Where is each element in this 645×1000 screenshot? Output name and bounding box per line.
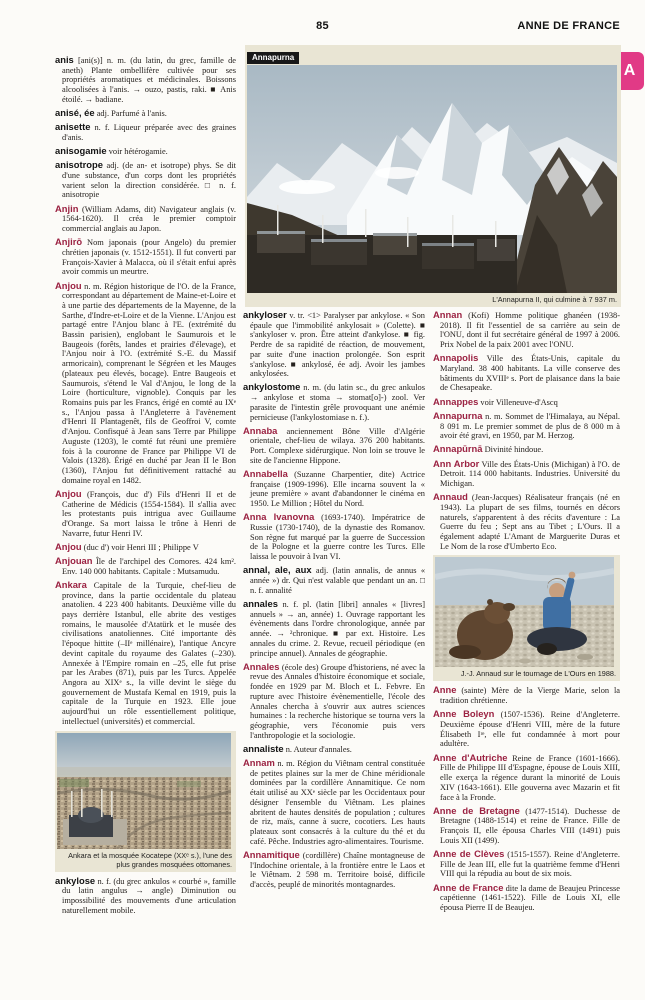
dict-entry: [433, 883, 620, 913]
entry-body: (école des) Groupe d'historiens, né avec la revue des Annales d'histoire économique et sociale, fondée en 1929 par M. Bloch et L. Febvre. En rupture avec l'histoire évènementielle, l'école des Annales chercha à s'ouvrir aux autres sciences humaines : la recherche historique se tourna vers la géographie, vers l'économie puis vers l'anthropologie et la sociologie.: [250, 662, 425, 740]
entry-body: n. f. pl. (latin [libri] annales « [livres] annuels » → an, année) 1. Ouvrage rapportant les évènements dans l'ordre chronologique, année par année. → ²chronique. ■ par ext. Histoire. Les annales du crime. 2. Revue, recueil périodique (en principe annuel). Annales de géographie.: [250, 599, 425, 658]
entry-body: voir hétérogamie.: [106, 147, 168, 157]
entry-body: (1693-1740). Impératrice de Russie (1730-1740), de la dynastie des Romanov. Son règne fut marqué par la guerre de Succession de la Pologne et la guerre contre les Turcs. Elle laissa le pouvoir à Ivan VI.: [250, 513, 425, 562]
dict-entry: [433, 310, 620, 350]
entry-headword: ankylose: [55, 874, 96, 886]
entry-headword: ankyloser: [243, 309, 287, 320]
entry-headword: Anjouan: [55, 555, 93, 567]
annaud-figure: [433, 555, 620, 681]
entry-headword: Annaud: [433, 491, 468, 503]
entry-headword: Annam: [243, 757, 275, 769]
entry-body: (1515-1557). Reine d'Angleterre. Fille de Jean III, elle fut la quatrième femme d'Henri VIII qui la répudia au bout de six mois.: [440, 850, 620, 879]
dict-entry: [55, 489, 236, 539]
entry-body: (François, duc d') Fils d'Henri II et de Catherine de Médicis (1554-1584). Il s'allia avec les protestants puis intrigua avec Guillaume d'Orange. Sa mort laissa le trône à Henri de Navarre, futur Henri IV.: [62, 489, 236, 538]
entry-body: n. Auteur d'annales.: [283, 744, 352, 754]
annaud-photo: [435, 557, 614, 667]
entry-headword: Anjin: [55, 202, 79, 214]
entry-headword: Anjou: [55, 540, 82, 552]
entry-body: voir Villeneuve-d'Ascq: [478, 397, 558, 407]
dict-entry: [243, 512, 425, 562]
entry-headword: Annamitique: [243, 848, 300, 860]
entry-body: (cordillère) Chaîne montagneuse de l'Indochine orientale, à la frontière entre le Laos et le Viêtnam. 2 598 m. Territoire boisé, difficile d'accès, peuplé de minorités montagnardes.: [250, 850, 425, 889]
entry-headword: annal, ale, aux: [243, 564, 312, 576]
ankara-photo: [57, 733, 231, 849]
column-2: [243, 310, 425, 893]
column-1-entries-after: [55, 876, 236, 916]
entry-body: n. m. Région historique de l'O. de la France, correspondant au département de Maine-et-Loire et à une partie des départements de la Mayenne, de la Sarthe, d'Indre-et-Loire et de la Vienne. L'Anjou est partagé entre l'Anjou blanc à l'E. (extrémité du Bassin parisien), englobant le Saumurois et le Baugeois (forêts, landes et prairies d'élevage), et l'Anjou noir à l'O. (extrémité S.-E. du Massif armoricain), comprenant le Ségréen et les Mauges (plateaux peu élevés, bocage). Entre Baugeois et Saumurois, s'étend le Val d'Anjou, le long de la Loire (horticulture, vignoble). Conquis par les Romains puis par les Francs, érigé en comté au IXᵉ s., l'Anjou passa à l'Angleterre à l'avènement d'Henri II Plantagenêt, fils de Geoffroi V, comte d'Anjou. Confisqué à Jean sans Terre par Philippe Auguste (1203), le comté fut réuni une première fois à la couronne de France par Philippe VI de Valois (1328). Érigé en duché par Jean II le Bon (1360), l'Anjou fut définitivement rattaché au domaine royal en 1482.: [62, 281, 236, 485]
entry-headword: Ann Arbor: [433, 457, 480, 469]
entry-headword: Ankara: [55, 578, 87, 590]
entry-body: (Kofi) Homme politique ghanéen (1938-2018). Il fit l'essentiel de sa carrière au sein de l'ONU, dont il fut secrétaire général de 1997 à 2006. Prix Nobel de la paix 2001 avec l'ONU.: [440, 311, 620, 350]
entry-body: n. f. Liqueur préparée avec des graines d'anis.: [62, 123, 236, 142]
annapurna-figure: [245, 45, 621, 307]
dict-entry: [433, 753, 620, 803]
dict-entry: [243, 382, 425, 422]
dict-entry: [55, 556, 236, 576]
entry-body: n. f. (du grec ankulos « courbé », famille du latin angulus → angle) Diminution ou impossibilité des mouvements d'une articulation naturellement mobile.: [62, 876, 236, 915]
entry-body: [ani(s)] n. m. (du latin, du grec, famille de aneth) Plante ombellifère cultivée pour ses propriétés aromatiques et médicinales. Boissons alcoolisées à l'anis. → ouzo, pastis, raki. ■ Anis étoilé. → badiane.: [62, 56, 236, 104]
entry-headword: anis: [55, 54, 74, 65]
dict-entry: [243, 310, 425, 379]
entry-body: n. m. Région du Viêtnam central constituée de petites plaines sur la mer de Chine méridionale dominées par la cordillère Annamitique. Ce nom était utilisé au XXᵉ siècle par les Occidentaux pour désigner l'ensemble du Viêtnam. Les plaines abritent de hautes densités de population ; cultures de riz, maïs, canne à sucre, cocotiers. Les hauts plateaux sont consacrés à la culture du thé et du café. Pêche. Industries agro-alimentaires. Tourisme.: [250, 759, 425, 846]
dict-entry: [55, 146, 236, 157]
ankara-caption: Ankara et la mosquée Kocatepe (XXᵉ s.), l'une des plus grandes mosquées ottomanes.: [68, 850, 232, 869]
entry-body: Divinité hindoue.: [482, 445, 544, 455]
dict-entry: [55, 876, 236, 916]
dict-entry: [55, 55, 236, 105]
entry-body: anciennement Bône Ville d'Algérie orientale, chef-lieu de wilaya. 376 200 habitants. Port. Complexe sidérurgique. Non loin se trouve le site de l'ancienne Hippone.: [250, 426, 425, 465]
running-title: ANNE DE FRANCE: [517, 20, 620, 32]
entry-headword: annaliste: [243, 742, 284, 754]
dict-entry: [433, 806, 620, 846]
entry-headword: Anne d'Autriche: [433, 751, 508, 763]
dict-entry: [433, 411, 620, 441]
entry-headword: anisogamie: [55, 145, 107, 157]
entry-body: Ville des États-Unis, capitale du Maryland. 38 400 habitants. La ville conserve des bâtiments du XVIIIᵉ s. Port de plaisance dans la baie de Chesapeake.: [440, 354, 620, 393]
ankara-figure: [55, 731, 236, 872]
entry-body: Nom japonais (pour Angelo) du premier chrétien japonais (v. 1512-1551). Il fut converti par François-Xavier à Malacca, où il s'était enfui après avoir commis un meurtre.: [62, 238, 236, 277]
entry-headword: ankylostome: [243, 381, 301, 393]
dict-entry: [243, 426, 425, 466]
page-number: 85: [316, 20, 329, 32]
dict-entry: [243, 662, 425, 741]
dict-entry: [55, 122, 236, 142]
dict-entry: [433, 444, 620, 455]
dict-entry: [433, 685, 620, 705]
entry-body: (Jean-Jacques) Réalisateur français (né en 1943). La plupart de ses films, tournés en décors naturels, s'apparentent à des récits d'aventure : La Guerre du feu ; Sept ans au Tibet ; L'Ours. Il a également adapté L'Amant de Marguerite Duras et Le Nom de la rose d'Umberto Eco.: [440, 493, 620, 551]
entry-body: dite la dame de Beaujeu Princesse capétienne (1461-1522). Fille de Louis XI, elle épousa Pierre II de Beaujeu.: [440, 883, 620, 913]
column-3-entries-after: [433, 685, 620, 912]
dict-entry: [433, 353, 620, 393]
entry-body: (1507-1536). Reine d'Angleterre. Deuxième épouse d'Henri VIII, mère de la future Élisabeth Iʳᵉ, elle fut condamnée à mort pour adultère.: [440, 710, 620, 749]
column-3: [433, 310, 620, 916]
entry-body: (1477-1514). Duchesse de Bretagne (1488-1514) et reine de France. Fille de François II, elle épousa Charles VIII (1491) puis Louis XII (1499).: [440, 806, 620, 845]
letter-tab-a[interactable]: A: [615, 52, 644, 90]
dict-entry: [55, 281, 236, 486]
dict-entry: [243, 469, 425, 509]
dict-entry: [243, 850, 425, 890]
annapurna-photo-label: Annapurna: [247, 52, 299, 64]
entry-body: (duc d') voir Henri III ; Philippe V: [81, 542, 199, 552]
entry-body: Île de l'archipel des Comores. 424 km². Env. 140 000 habitants. Capitale : Mutsamudu.: [62, 557, 236, 576]
entry-headword: Anne: [433, 684, 457, 696]
dict-entry: [55, 542, 236, 553]
dict-entry: [433, 849, 620, 879]
entry-body: (William Adams, dit) Navigateur anglais (v. 1564-1620). Il créa le premier comptoir commercial anglais au Japon.: [62, 204, 236, 234]
entry-headword: Annabella: [243, 468, 288, 480]
dict-entry: [55, 108, 236, 119]
entry-headword: Annapūrnā: [433, 443, 483, 455]
dict-entry: [243, 599, 425, 658]
entry-headword: Annales: [243, 660, 280, 672]
entry-body: adj. Parfumé à l'anis.: [94, 109, 167, 119]
entry-headword: Annapurna: [433, 409, 483, 421]
entry-headword: Annan: [433, 309, 463, 320]
entry-headword: Anne de Clèves: [433, 848, 505, 860]
dict-entry: [433, 459, 620, 489]
entry-body: adj. (latin annalis, de annus « année ») dr. Qui n'est valable que pendant un an. □ n. f. annalité: [250, 566, 426, 595]
entry-headword: anisé, ée: [55, 107, 95, 119]
entry-headword: Annappes: [433, 395, 479, 407]
dict-entry: [433, 397, 620, 408]
entry-headword: anisette: [55, 121, 91, 133]
entry-body: Ville des États-Unis (Michigan) à l'O. de Detroit. 114 000 habitants. Industries. Université du Michigan.: [440, 459, 620, 489]
dict-entry: [55, 160, 236, 200]
entry-headword: Anne de Bretagne: [433, 804, 520, 816]
entry-headword: Annaba: [243, 424, 278, 436]
annaud-caption: J.-J. Annaud sur le tournage de L'Ours en 1988.: [460, 669, 616, 679]
entry-headword: anisotrope: [55, 159, 103, 171]
dict-entry: [243, 744, 425, 755]
entry-headword: annales: [243, 597, 278, 609]
annapurna-photo: [247, 65, 617, 293]
column-3-entries: [433, 310, 620, 551]
entry-body: n. m. Sommet de l'Himalaya, au Népal. 8 091 m. Le premier sommet de plus de 8 000 m à avoir été gravi, en 1950, par M. Herzog.: [440, 411, 620, 441]
dict-entry: [243, 565, 425, 595]
dict-entry: [243, 758, 425, 846]
entry-body: Capitale de la Turquie, chef-lieu de province, dans la partie occidentale du plateau anatolien. 4 223 400 habitants. Deuxième ville du pays derrière Istanbul, elle abrite des vestiges romains, le mausolée d'Atatürk et le musée des civilisations anatoliennes. Cité importante dès l'époque hittite (–IIᵉ millénaire), l'antique Ancyre devint capitale du royaume des Galates (–230). Annexée à l'Empire romain en –25, elle fut prise par les Arabes (871), puis par les Turcs. Appelée Angora au XIXᵉ s., la ville devint le siège du gouvernement de Mustafa Kemal en 1919, puis la capitale de la Turquie en 1923. Elle joue aujourd'hui un rôle essentiellement politique, intellectuel (universités) et commercial.: [62, 580, 236, 726]
entry-headword: Anne de France: [433, 881, 504, 893]
annapurna-caption: L'Annapurna II, qui culmine à 7 937 m.: [492, 295, 617, 304]
column-1-entries: [55, 55, 236, 727]
entry-body: v. tr. <1> Paralyser par ankylose. « Son épaule que l'immobilité ankylosait » (Colette). ■ s'ankyloser v. pron. Être atteint d'ankylose. ■ fig. Perdre de sa rapidité de réaction, de mouvement, par suite d'une inaction prolongée. Son esprit s'ankylose. ■ ankylosé, ée adj. Avoir les jambes ankylosées.: [250, 311, 425, 379]
entry-body: n. m. (du latin sc., du grec ankulos → ankylose et stoma → stomat[o]-) zool. Ver parasite de l'intestin grêle provoquant une anémie pernicieuse (l'ankylostomiase n. f.).: [250, 383, 425, 422]
entry-body: (Suzanne Charpentier, dite) Actrice française (1909-1996). Elle incarna souvent la « jeune première » avant d'abandonner le cinéma en 1950. Le Million ; Hôtel du Nord.: [250, 470, 425, 509]
entry-body: adj. (de an- et isotrope) phys. Se dit d'une substance, d'un corps dont les propriétés varient selon la direction considérée. □ n. f. anisotropie: [62, 161, 236, 200]
dict-entry: [433, 492, 620, 551]
entry-headword: Annapolis: [433, 352, 479, 364]
entry-headword: Anna Ivanovna: [243, 511, 315, 523]
dict-entry: [433, 709, 620, 749]
entry-headword: Anjou: [55, 487, 82, 499]
entry-headword: Anjou: [55, 279, 82, 291]
column-1: [55, 55, 236, 919]
dict-entry: [55, 237, 236, 277]
entry-headword: Anne Boleyn: [433, 708, 495, 720]
dict-entry: [55, 204, 236, 234]
entry-headword: Anjirō: [55, 236, 83, 248]
entry-body: (sainte) Mère de la Vierge Marie, selon la tradition chrétienne.: [440, 686, 620, 706]
entry-body: Reine de France (1601-1666). Fille de Philippe III d'Espagne, épouse de Louis XIII, elle exerça la régence durant la minorité de Louis XIV (1643-1661). Elle gouverna avec Mazarin et fit face à la Fronde.: [440, 753, 621, 802]
dict-entry: [55, 580, 236, 727]
